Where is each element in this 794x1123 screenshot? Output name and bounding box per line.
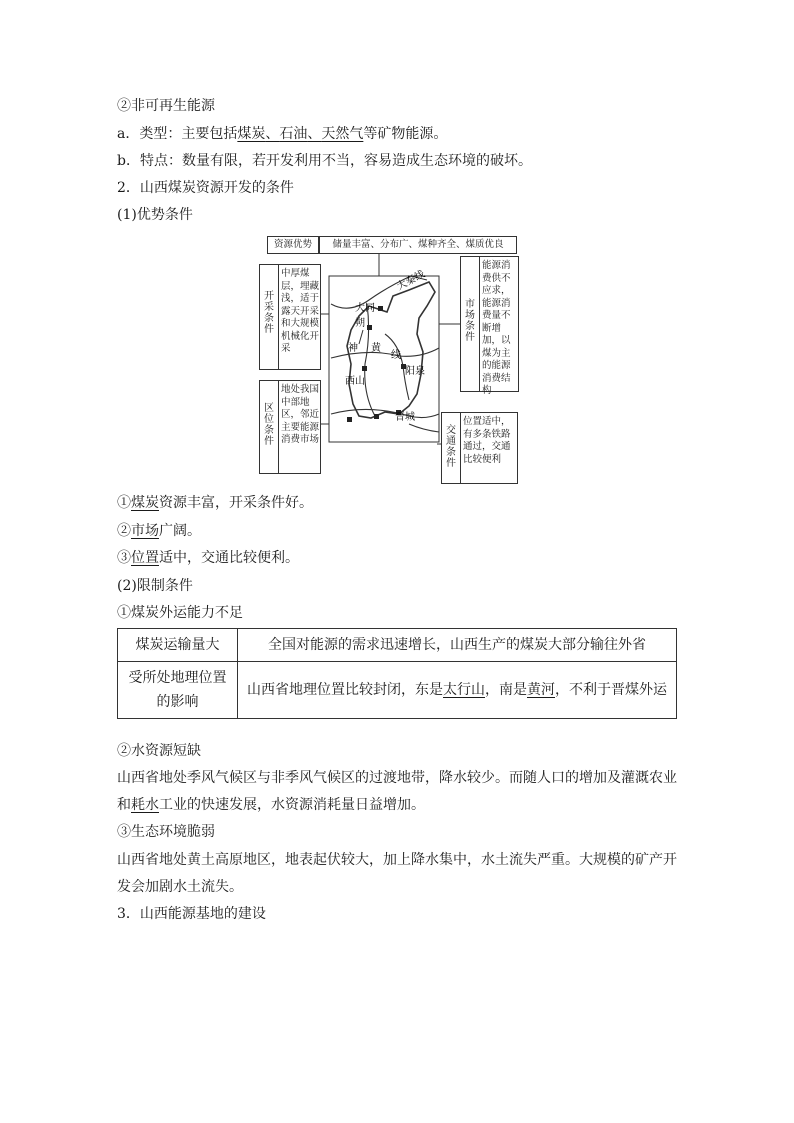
table-row xyxy=(118,629,677,662)
location-text: 地处我国中部地区，邻近主要能源消费市场 xyxy=(281,384,320,445)
point-3-prefix: ③ xyxy=(117,550,131,566)
water-line2-underlined: 耗水 xyxy=(131,797,159,813)
shanxi-map xyxy=(259,234,519,486)
map-label-shuo: 朔 xyxy=(355,318,365,329)
limit-1: ①煤炭外运能力不足 xyxy=(117,605,243,621)
type-sep2: 、 xyxy=(307,126,322,142)
row2-middle: ，南是 xyxy=(485,682,527,698)
limit-table xyxy=(117,628,677,719)
point-3-underlined: 位置 xyxy=(131,550,159,566)
eco-line-1: 山西省地处黄土高原地区，地表起伏较大，加上降水集中，水土流失严重。大规模的矿产开 xyxy=(117,852,677,868)
point-2 xyxy=(117,521,201,541)
point-2-rest: 广阔。 xyxy=(159,523,201,539)
type-prefix: a．类型：主要包括 xyxy=(117,126,238,142)
heading-water: ②水资源短缺 xyxy=(117,743,201,759)
point-1-underlined: 煤炭 xyxy=(131,495,159,511)
mining-text: 中厚煤层，埋藏浅，适于露天开采和大规模机械化开采 xyxy=(281,268,320,354)
table-row xyxy=(118,662,677,719)
heading-nonrenewable: ②非可再生能源 xyxy=(117,98,215,114)
water-line-1: 山西省地处季风气候区与非季风气候区的过渡地带，降水较少。而随人口的增加及灌溉农业 xyxy=(117,770,677,786)
eco-line-2: 发会加剧水土流失。 xyxy=(117,879,243,895)
market-label: 市场条件 xyxy=(465,299,475,343)
heading-coal-conditions: 2．山西煤炭资源开发的条件 xyxy=(117,180,294,196)
type-line xyxy=(117,124,447,144)
type-coal: 煤炭 xyxy=(237,126,266,142)
heading-advantage: (1)优势条件 xyxy=(117,207,193,223)
row2-mountain: 太行山 xyxy=(443,682,485,698)
row2-river: 黄河 xyxy=(527,682,555,698)
map-label-jincheng: 晋城 xyxy=(395,412,415,423)
map-label-xishan: 西山 xyxy=(345,376,365,387)
point-1-prefix: ① xyxy=(117,495,131,511)
water-line2-prefix: 和 xyxy=(117,797,131,813)
map-label-shen: 神 xyxy=(348,343,358,354)
point-3-rest: 适中，交通比较便利。 xyxy=(159,550,299,566)
table-cell-text: 全国对能源的需求迅速增长，山西生产的煤炭大部分输往外省 xyxy=(238,629,677,662)
point-2-underlined: 市场 xyxy=(131,523,159,539)
heading-eco: ③生态环境脆弱 xyxy=(117,824,215,840)
map-label-huang: 黄 xyxy=(371,343,381,354)
row2-prefix: 山西省地理位置比较封闭，东是 xyxy=(247,682,443,698)
mining-label: 开采条件 xyxy=(264,291,274,335)
point-2-prefix: ② xyxy=(117,523,131,539)
map-label-datong: 大同 xyxy=(355,303,375,314)
row2-suffix: ，不利于晋煤外运 xyxy=(555,682,667,698)
heading-energy-base: 3．山西能源基地的建设 xyxy=(117,906,266,922)
shanxi-coal-diagram xyxy=(259,234,519,486)
transport-text: 位置适中，有多条铁路通过，交通比较便利 xyxy=(463,416,511,465)
map-label-yangquan: 阳泉 xyxy=(405,366,425,377)
type-oil: 石油 xyxy=(279,126,308,142)
water-line2-rest: 工业的快速发展，水资源消耗量日益增加。 xyxy=(159,797,425,813)
resource-label: 资源优势 xyxy=(273,239,312,250)
table-cell-label: 受所处地理位置的影响 xyxy=(118,662,238,719)
table-cell-text xyxy=(238,662,677,719)
water-line-2 xyxy=(117,795,425,815)
resource-text: 储量丰富、分布广、煤种齐全、煤质优良 xyxy=(332,239,504,250)
point-1 xyxy=(117,493,313,513)
type-suffix: 等矿物能源。 xyxy=(363,126,448,142)
point-1-rest: 资源丰富，开采条件好。 xyxy=(159,495,313,511)
type-sep1: 、 xyxy=(265,126,280,142)
market-text: 能源消费供不应求，能源消费量不断增加，以煤为主的能源消费结构 xyxy=(482,260,511,396)
type-gas: 天然气 xyxy=(321,126,364,142)
map-label-xian: 线 xyxy=(391,350,401,361)
table-cell-label: 煤炭运输量大 xyxy=(118,629,238,662)
transport-label: 交通条件 xyxy=(446,425,456,469)
map-label-daqin: 大秦线 xyxy=(395,268,427,293)
location-label: 区位条件 xyxy=(264,403,274,447)
feature-line: b．特点：数量有限，若开发利用不当，容易造成生态环境的破坏。 xyxy=(117,153,532,169)
point-3 xyxy=(117,548,299,568)
heading-limit: (2)限制条件 xyxy=(117,578,193,594)
